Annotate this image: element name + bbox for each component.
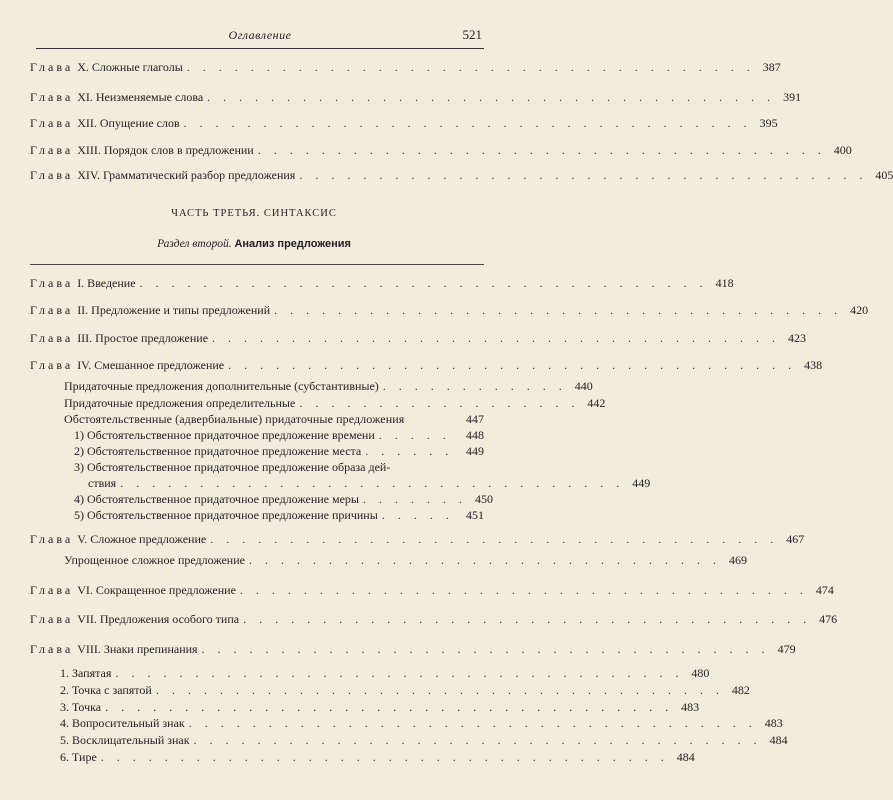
toc-numbered-entry: 4. Вопросительный знак . . . . . . . . . . . . . . . . . . . . . . . . . . . . . . . . . . . . 483	[60, 716, 783, 730]
toc-numbered-entry: 1) Обстоятельственное придаточное предложение времени . . . . . 448	[74, 428, 484, 442]
toc-entry: Глава XIII. Порядок слов в предложении . . . . . . . . . . . . . . . . . . . . . . . . . . . . . . . . . . . . 400	[30, 143, 852, 157]
toc-numbered-entry: 6. Тире . . . . . . . . . . . . . . . . . . . . . . . . . . . . . . . . . . . . 484	[60, 750, 695, 764]
toc-subentry: Упрощенное сложное предложение . . . . . . . . . . . . . . . . . . . . . . . . . . . . . . 469	[64, 553, 747, 567]
toc-subentry: Придаточные предложения дополнительные (субстантивные) . . . . . . . . . . . . 440	[64, 379, 593, 393]
toc-numbered-entry-cont: ствия . . . . . . . . . . . . . . . . . . . . . . . . . . . . . . . . 449	[88, 476, 651, 490]
toc-entry: Глава XIV. Грамматический разбор предложения . . . . . . . . . . . . . . . . . . . . . . . . . . . . . . . . . . . . 405	[30, 168, 893, 182]
toc-numbered-entry: 2) Обстоятельственное придаточное предложение места . . . . . . 449	[74, 444, 484, 458]
toc-numbered-entry: 5) Обстоятельственное придаточное предложение причины . . . . . 451	[74, 508, 484, 522]
toc-entry: Глава III. Простое предложение . . . . . . . . . . . . . . . . . . . . . . . . . . . . . . . . . . . . 423	[30, 331, 807, 345]
toc-entry: Глава II. Предложение и типы предложений . . . . . . . . . . . . . . . . . . . . . . . . . . . . . . . . . . . . 420	[30, 303, 869, 317]
toc-numbered-entry: 3. Точка . . . . . . . . . . . . . . . . . . . . . . . . . . . . . . . . . . . . 483	[60, 700, 700, 714]
toc-entry: Глава X. Сложные глаголы . . . . . . . . . . . . . . . . . . . . . . . . . . . . . . . . . . . . 387	[30, 60, 781, 74]
toc-entry: Глава I. Введение . . . . . . . . . . . . . . . . . . . . . . . . . . . . . . . . . . . . 418	[30, 276, 734, 290]
section-heading	[0, 238, 508, 250]
toc-numbered-entry: 4) Обстоятельственное придаточное предложение меры . . . . . . . 450	[74, 492, 493, 506]
running-title: Оглавление	[228, 28, 292, 42]
page-number: 521	[462, 27, 482, 42]
toc-subentry: Придаточные предложения определительные . . . . . . . . . . . . . . . . . . 442	[64, 396, 606, 410]
toc-entry: Глава VIII. Знаки препинания . . . . . . . . . . . . . . . . . . . . . . . . . . . . . . . . . . . . 479	[30, 642, 796, 656]
toc-entry: Глава XI. Неизменяемые слова . . . . . . . . . . . . . . . . . . . . . . . . . . . . . . . . . . . . 391	[30, 90, 802, 104]
toc-entry: Глава VII. Предложения особого типа . . . . . . . . . . . . . . . . . . . . . . . . . . . . . . . . . . . . 476	[30, 612, 838, 626]
toc-entry: Глава V. Сложное предложение . . . . . . . . . . . . . . . . . . . . . . . . . . . . . . . . . . . . 467	[30, 532, 805, 546]
page-header	[36, 24, 484, 49]
section-rule	[30, 264, 484, 265]
section-prefix: Раздел второй.	[157, 238, 232, 250]
toc-entry: Глава IV. Смешанное предложение . . . . . . . . . . . . . . . . . . . . . . . . . . . . . . . . . . . . 438	[30, 358, 823, 372]
toc-entry: Глава VI. Сокращенное предложение . . . . . . . . . . . . . . . . . . . . . . . . . . . . . . . . . . . . 474	[30, 583, 834, 597]
toc-numbered-entry: 1. Запятая . . . . . . . . . . . . . . . . . . . . . . . . . . . . . . . . . . . . 480	[60, 666, 710, 680]
toc-numbered-entry: 5. Восклицательный знак . . . . . . . . . . . . . . . . . . . . . . . . . . . . . . . . . . . . 484	[60, 733, 788, 747]
section-title: Анализ предложения	[234, 238, 351, 250]
part-title: ЧАСТЬ ТРЕТЬЯ. СИНТАКСИС	[171, 208, 337, 219]
toc-subentry: Обстоятельственные (адвербиальные) придаточные предложения 447	[64, 412, 484, 426]
toc-numbered-entry: 2. Точка с запятой . . . . . . . . . . . . . . . . . . . . . . . . . . . . . . . . . . . . 482	[60, 683, 750, 697]
toc-entry: Глава XII. Опущение слов . . . . . . . . . . . . . . . . . . . . . . . . . . . . . . . . . . . . 395	[30, 116, 778, 130]
toc-numbered-entry: 3) Обстоятельственное придаточное предложение образа дей-	[74, 460, 391, 474]
